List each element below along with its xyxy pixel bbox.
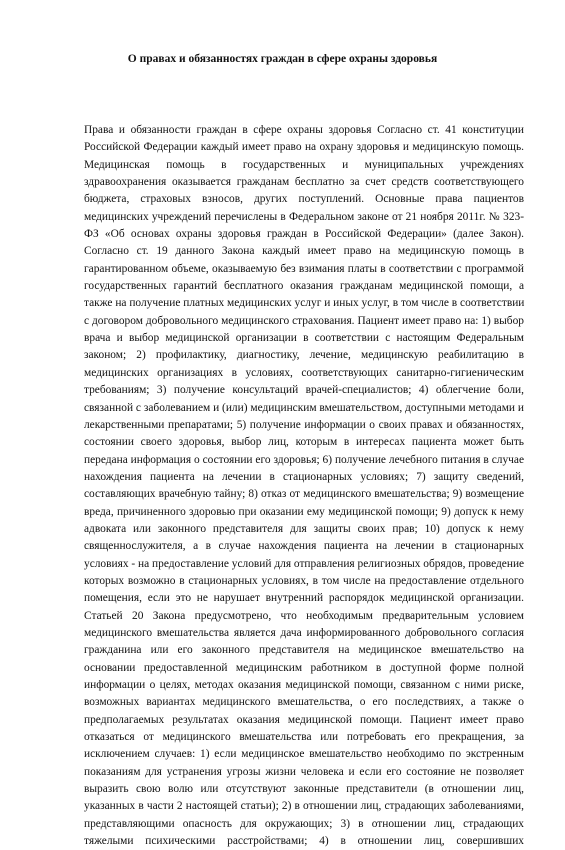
body-text-line: законом; 2) профилактику, диагностику, лечение, медицинскую реабилитацию в — [84, 349, 524, 362]
document-body — [84, 122, 524, 850]
body-text-line: медицинских учреждений перечислены в Федеральном законе от 21 ноября 2011г. № 323- — [84, 210, 524, 223]
body-text-line: ФЗ «Об основах охраны здоровья граждан в Российской Федерации» (далее Закон). — [84, 228, 524, 241]
body-text-line: государственных гарантий бесплатного оказания гражданам медицинской помощи, а — [84, 280, 524, 293]
body-text-line: которых возможно в стационарных условиях, в том числе на предоставление отдельного — [84, 574, 524, 587]
body-text-line: информации о целях, методах оказания медицинской помощи, связанном с ними риске, — [84, 679, 524, 691]
body-text-line: связанной с заболеванием и (или) медицинским вмешательством, доступными методами и — [84, 401, 524, 414]
body-text-line: врача и выбор медицинской организации в соответствии с настоящим Федеральным — [84, 332, 524, 345]
document-title: О правах и обязанностях граждан в сфере охраны здоровья — [127, 53, 438, 65]
body-text-line: бюджета, страховых взносов, других поступлений. Основные права пациентов — [84, 193, 524, 206]
body-text-line: Российской Федерации каждый имеет право на охрану здоровья и медицинскую помощь. — [84, 141, 524, 154]
body-text-line: основании предоставленной медицинским работником в доступной форме полной — [84, 661, 524, 674]
body-text-line: лекарственными препаратами; 5) получение информации о своих правах и обязанностях, — [84, 418, 524, 431]
body-text-line: священнослужителя, а в случае нахождения пациента на лечении в стационарных — [84, 540, 524, 553]
body-text-line: представляющими опасность для окружающих; 3) в отношении лиц, страдающих — [84, 817, 524, 830]
body-text-line: указанных в части 2 настоящей статьи); 2) в отношении лиц, страдающих заболеваниями, — [84, 800, 524, 813]
body-text-line: выразить свою волю или отсутствуют законные представители (в отношении лиц, — [84, 783, 524, 796]
body-text-line: с договором добровольного медицинского страхования. Пациент имеет право на: 1) выбор — [84, 314, 524, 327]
body-text-line: состоянии своего здоровья, выбор лиц, которым в интересах пациента может быть — [84, 436, 524, 449]
body-text-line: исключением случаев: 1) если медицинское вмешательство необходимо по экстренным — [84, 748, 524, 761]
body-text-line: здравоохранения оказывается гражданам бесплатно за счет средств соответствующего — [84, 176, 524, 189]
body-text-line: нахождения пациента на лечении в стационарных условиях; 7) защиту сведений, — [84, 470, 524, 483]
body-text-line: предполагаемых результатах оказания медицинской помощи. Пациент имеет право — [84, 713, 524, 726]
body-text-line: Права и обязанности граждан в сфере охраны здоровья Согласно ст. 41 конституции — [84, 124, 524, 136]
body-text-line: медицинского вмешательства является дача информированного добровольного согласия — [84, 626, 524, 639]
body-text-line: передана информация о состоянии его здоровья; 6) получение лечебного питания в случае — [84, 453, 524, 466]
body-text-line: также на получение платных медицинских услуг и иных услуг, в том числе в соответствии — [84, 297, 525, 310]
body-text-line: Медицинская помощь в государственных и муниципальных учреждениях — [84, 158, 524, 171]
body-text-line: возможных вариантах медицинского вмешательства, о его последствиях, а также о — [84, 696, 524, 709]
body-text-line: вреда, причиненного здоровью при оказании ему медицинской помощи; 9) допуск к нему — [84, 505, 524, 518]
body-text-line: гарантированном объеме, оказываемую без взимания платы в соответствии с программой — [84, 262, 524, 275]
body-text-line: помещения, если это не нарушает внутренний распорядок медицинской организации. — [84, 592, 524, 605]
body-text-line: тяжелыми психическими расстройствами; 4) в отношении лиц, совершивших — [84, 835, 524, 848]
body-text-line: Статьей 20 Закона предусмотрено, что необходимым предварительным условием — [84, 609, 524, 622]
body-text-line: отказаться от медицинского вмешательства или потребовать его прекращения, за — [84, 731, 524, 744]
body-text-line: гражданина или его законного представителя на медицинское вмешательство на — [84, 644, 524, 657]
body-text-line: показаниям для устранения угрозы жизни человека и если его состояние не позволяет — [84, 765, 524, 778]
body-text-line: составляющих врачебную тайну; 8) отказ от медицинского вмешательства; 9) возмещение — [84, 488, 524, 501]
body-text-line: медицинских организациях в условиях, соответствующих санитарно-гигиеническим — [84, 366, 524, 379]
body-text-line: требованиям; 3) получение консультаций врачей-специалистов; 4) облегчение боли, — [84, 384, 524, 397]
body-text-line: условиях - на предоставление условий для отправления религиозных обрядов, проведение — [84, 557, 525, 570]
body-text-line: Согласно ст. 19 данного Закона каждый имеет право на медицинскую помощь в — [84, 245, 524, 258]
body-text-line: адвоката или законного представителя для защиты своих прав; 10) допуск к нему — [84, 522, 524, 535]
